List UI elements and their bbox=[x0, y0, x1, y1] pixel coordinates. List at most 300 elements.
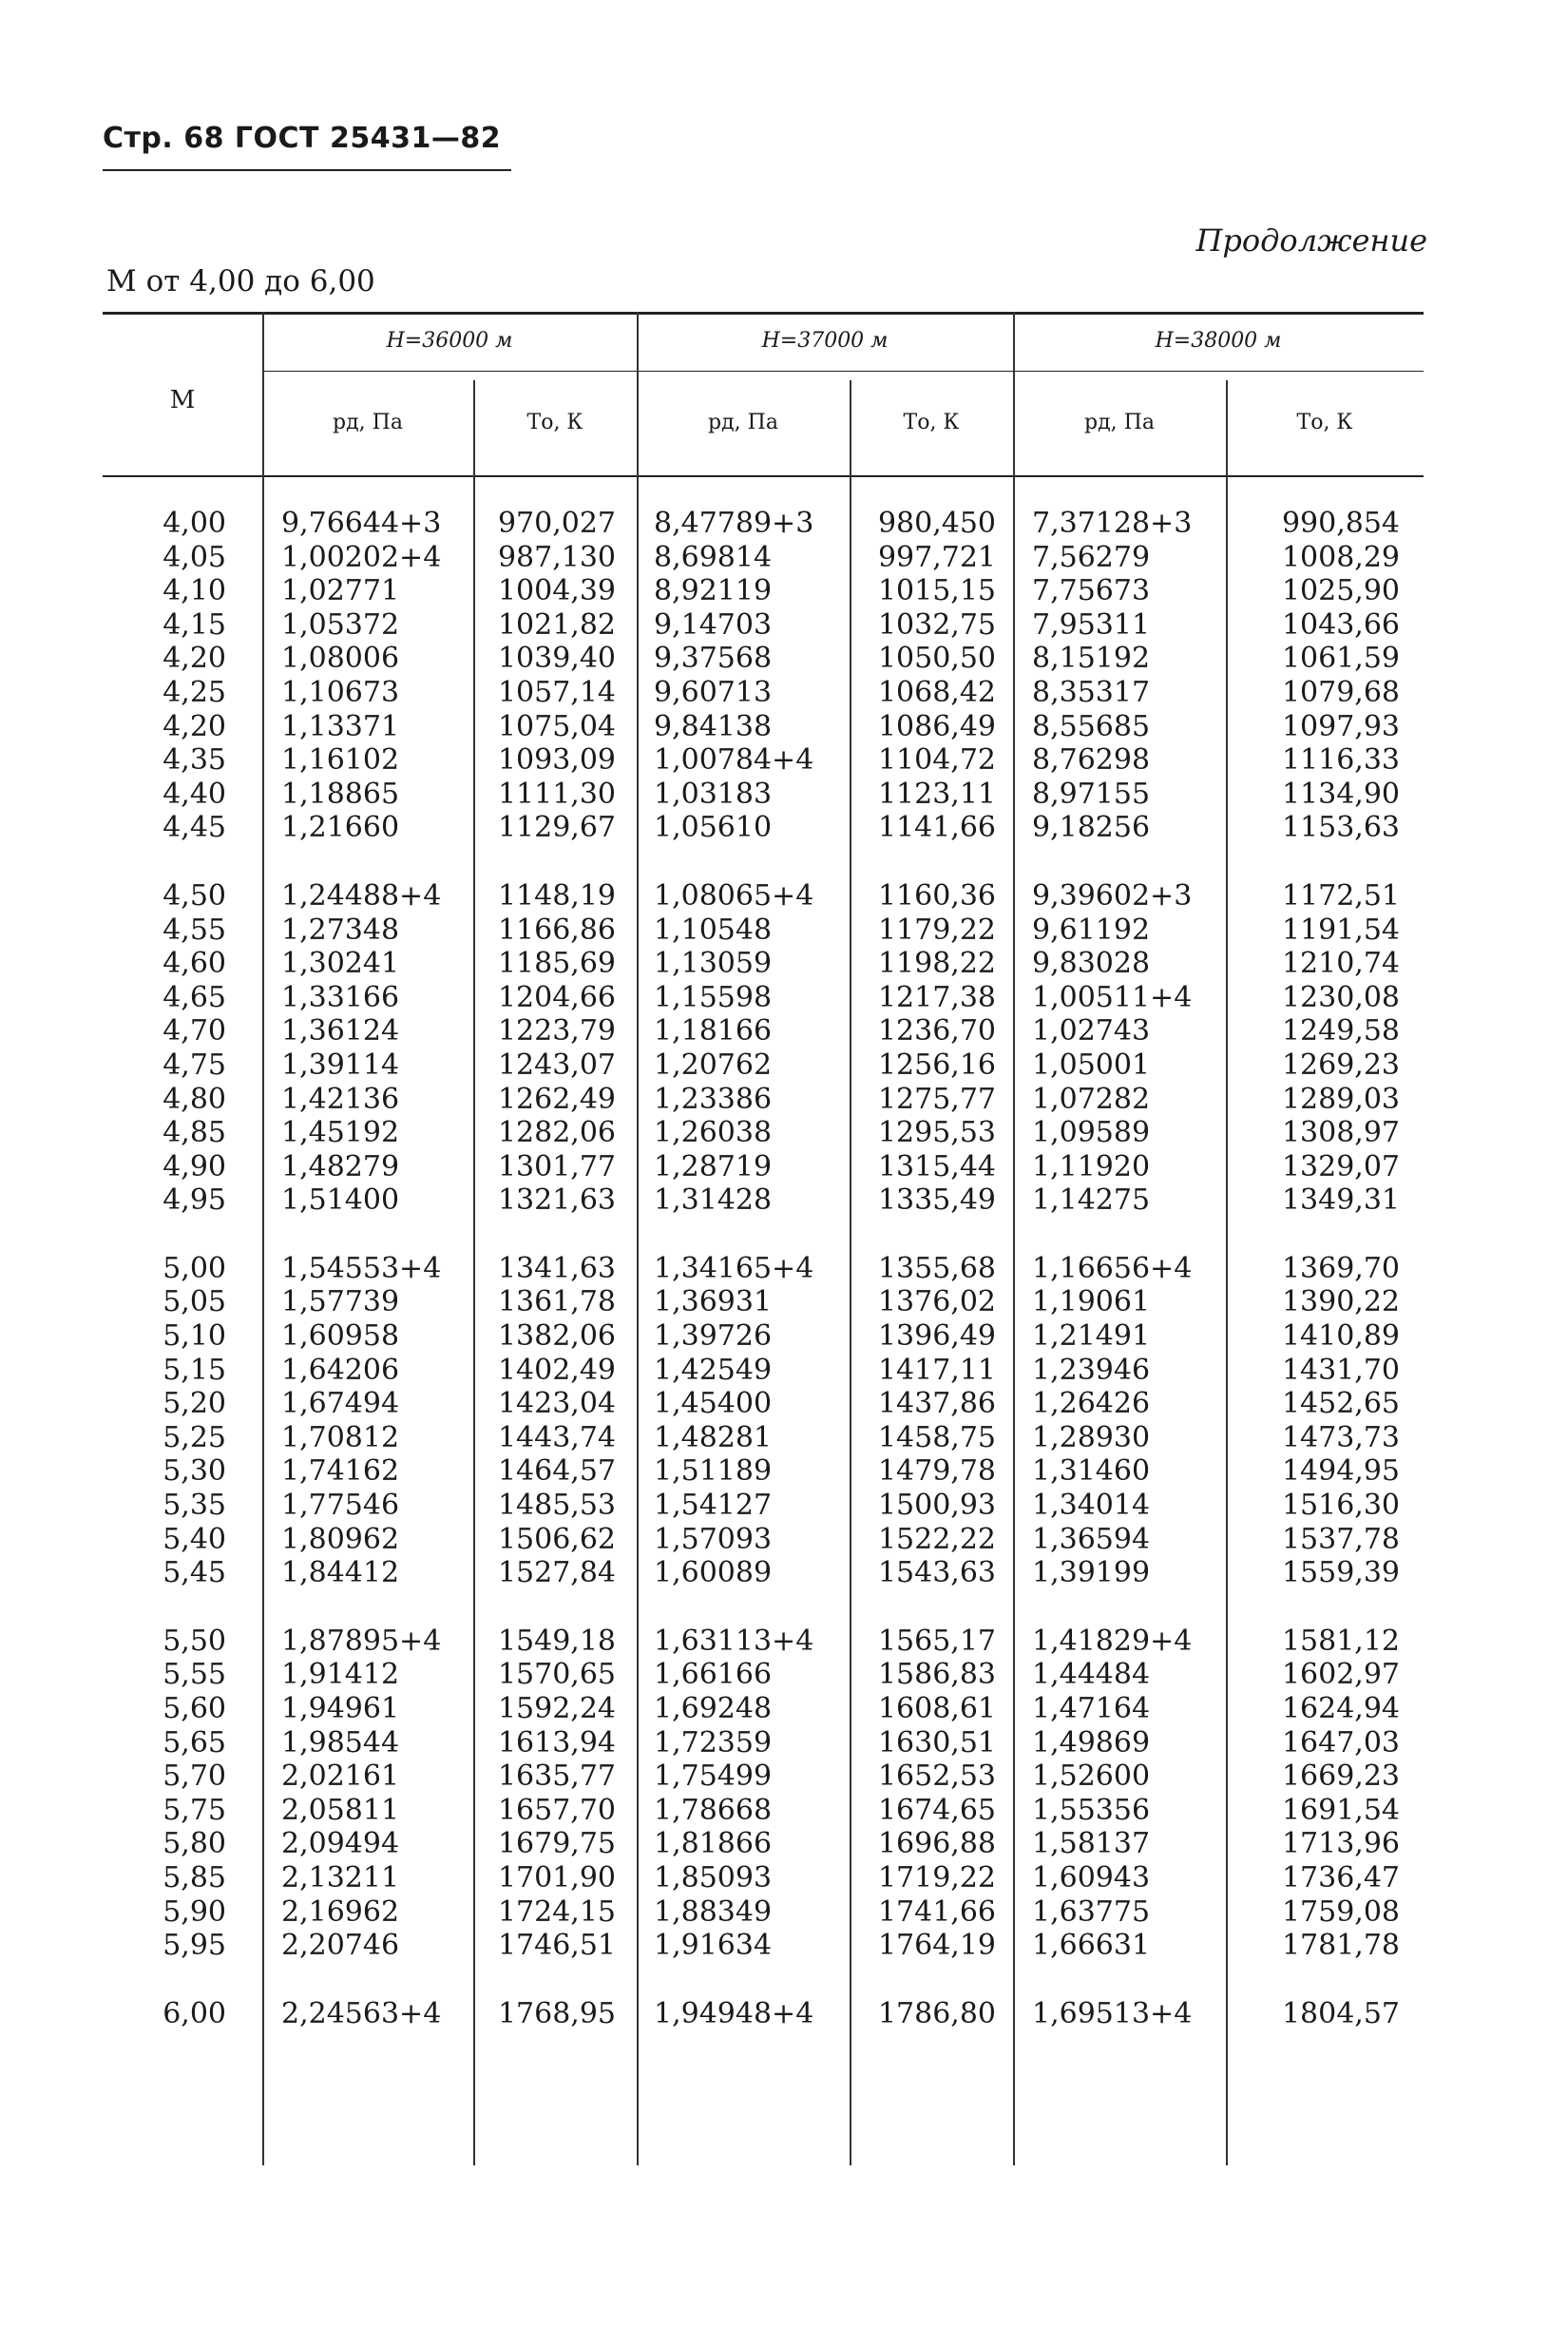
cell-m: 5,20 bbox=[163, 1387, 226, 1421]
cell-t-36000: 1485,53 bbox=[497, 1489, 616, 1523]
cell-p-38000: 1,02743 bbox=[1032, 1014, 1151, 1048]
cell-p-36000: 1,64206 bbox=[281, 1353, 400, 1387]
cell-p-38000: 1,16656+4 bbox=[1032, 1251, 1193, 1285]
cell-t-38000: 1804,57 bbox=[1281, 1996, 1400, 2030]
cell-t-36000: 1204,66 bbox=[497, 980, 616, 1014]
cell-t-37000: 1123,11 bbox=[877, 777, 996, 811]
cell-p-38000: 9,83028 bbox=[1032, 947, 1151, 981]
table-top-rule bbox=[103, 312, 1424, 315]
cell-p-36000: 1,54553+4 bbox=[281, 1251, 442, 1285]
cell-p-37000: 1,66166 bbox=[654, 1658, 773, 1692]
cell-t-36000: 1243,07 bbox=[497, 1048, 616, 1082]
table-row bbox=[103, 1760, 1424, 1794]
cell-m: 5,65 bbox=[163, 1725, 226, 1760]
cell-p-36000: 1,10673 bbox=[281, 675, 400, 709]
cell-p-36000: 1,21660 bbox=[281, 811, 400, 845]
cell-p-36000: 2,20746 bbox=[281, 1929, 400, 1963]
cell-t-38000: 1602,97 bbox=[1281, 1658, 1400, 1692]
cell-p-36000: 1,70812 bbox=[281, 1420, 400, 1454]
altitude-38000: H=38000 м bbox=[1155, 329, 1282, 353]
cell-t-37000: 1355,68 bbox=[877, 1251, 996, 1285]
cell-p-36000: 1,05372 bbox=[281, 607, 400, 642]
cell-p-36000: 1,27348 bbox=[281, 913, 400, 947]
cell-t-37000: 1437,86 bbox=[877, 1387, 996, 1421]
altitude-37000: H=37000 м bbox=[761, 329, 889, 353]
cell-p-38000: 8,76298 bbox=[1032, 743, 1151, 778]
table-row bbox=[103, 743, 1424, 778]
cell-p-36000: 1,91412 bbox=[281, 1658, 400, 1692]
table-row bbox=[103, 1556, 1424, 1590]
range-label: M от 4,00 до 6,00 bbox=[106, 264, 375, 298]
cell-t-38000: 1452,65 bbox=[1281, 1387, 1400, 1421]
page-header bbox=[103, 122, 501, 155]
cell-p-36000: 2,24563+4 bbox=[281, 1996, 442, 2030]
cell-m: 5,15 bbox=[163, 1353, 226, 1387]
cell-p-36000: 1,57739 bbox=[281, 1285, 400, 1319]
cell-p-37000: 1,54127 bbox=[654, 1489, 773, 1523]
cell-t-36000: 1166,86 bbox=[497, 913, 616, 947]
cell-t-38000: 1210,74 bbox=[1281, 947, 1400, 981]
cell-t-37000: 1764,19 bbox=[877, 1929, 996, 1963]
cell-p-37000: 8,92119 bbox=[654, 574, 773, 608]
cell-t-37000: 980,450 bbox=[877, 507, 996, 540]
cell-m: 5,85 bbox=[163, 1860, 226, 1894]
cell-t-36000: 987,130 bbox=[497, 540, 616, 574]
table-row bbox=[103, 1014, 1424, 1048]
cell-t-36000: 1506,62 bbox=[497, 1522, 616, 1556]
cell-t-36000: 1341,63 bbox=[497, 1251, 616, 1285]
cell-p-38000: 8,55685 bbox=[1032, 709, 1151, 743]
cell-t-36000: 1075,04 bbox=[497, 709, 616, 743]
cell-t-38000: 1349,31 bbox=[1281, 1183, 1400, 1218]
cell-t-36000: 1185,69 bbox=[497, 947, 616, 981]
cell-t-38000: 1581,12 bbox=[1281, 1624, 1400, 1658]
cell-p-38000: 9,39602+3 bbox=[1032, 878, 1193, 913]
cell-t-37000: 1565,17 bbox=[877, 1624, 996, 1658]
cell-p-37000: 1,57093 bbox=[654, 1522, 773, 1556]
cell-p-36000: 1,18865 bbox=[281, 777, 400, 811]
cell-t-38000: 1390,22 bbox=[1281, 1285, 1400, 1319]
table-row bbox=[103, 1454, 1424, 1489]
cell-t-37000: 1068,42 bbox=[877, 675, 996, 709]
cell-t-36000: 1768,95 bbox=[497, 1996, 616, 2030]
cell-p-36000: 1,00202+4 bbox=[281, 540, 442, 574]
cell-p-37000: 1,15598 bbox=[654, 980, 773, 1014]
cell-p-37000: 1,34165+4 bbox=[654, 1251, 814, 1285]
cell-t-36000: 1443,74 bbox=[497, 1420, 616, 1454]
cell-t-36000: 1282,06 bbox=[497, 1116, 616, 1150]
cell-t-37000: 1696,88 bbox=[877, 1827, 996, 1861]
cell-m: 4,50 bbox=[163, 878, 226, 913]
table-row bbox=[103, 507, 1424, 541]
cell-p-37000: 9,84138 bbox=[654, 709, 773, 743]
cell-p-38000: 1,60943 bbox=[1032, 1860, 1151, 1894]
cell-t-37000: 1050,50 bbox=[877, 642, 996, 676]
cell-p-38000: 1,69513+4 bbox=[1032, 1996, 1193, 2030]
cell-m: 4,10 bbox=[163, 574, 226, 608]
table-row bbox=[103, 913, 1424, 948]
cell-t-37000: 1417,11 bbox=[877, 1353, 996, 1387]
cell-p-38000: 7,95311 bbox=[1032, 607, 1151, 642]
cell-t-37000: 1500,93 bbox=[877, 1489, 996, 1523]
table-row bbox=[103, 1523, 1424, 1557]
cell-p-38000: 1,19061 bbox=[1032, 1285, 1151, 1319]
col-t-header-2: Tо, К bbox=[903, 411, 960, 434]
cell-t-36000: 1262,49 bbox=[497, 1082, 616, 1116]
cell-p-38000: 1,36594 bbox=[1032, 1522, 1151, 1556]
col-t-header-3: Tо, К bbox=[1296, 411, 1353, 434]
cell-t-36000: 1613,94 bbox=[497, 1725, 616, 1760]
cell-t-36000: 1057,14 bbox=[497, 675, 616, 709]
table-row bbox=[103, 1319, 1424, 1354]
cell-m: 5,80 bbox=[163, 1827, 226, 1861]
cell-p-37000: 1,91634 bbox=[654, 1929, 773, 1963]
cell-m: 4,60 bbox=[163, 947, 226, 981]
cell-t-37000: 1104,72 bbox=[877, 743, 996, 778]
cell-m: 5,10 bbox=[163, 1319, 226, 1354]
cell-m: 4,05 bbox=[163, 540, 226, 574]
cell-t-36000: 1004,39 bbox=[497, 574, 616, 608]
data-table bbox=[103, 312, 1424, 2165]
cell-t-36000: 1148,19 bbox=[497, 878, 616, 913]
cell-p-38000: 8,35317 bbox=[1032, 675, 1151, 709]
cell-m: 4,20 bbox=[163, 642, 226, 676]
cell-p-37000: 1,08065+4 bbox=[654, 878, 814, 913]
group-gap bbox=[103, 845, 1424, 879]
cell-m: 4,00 bbox=[163, 507, 226, 540]
cell-t-36000: 1402,49 bbox=[497, 1353, 616, 1387]
cell-p-38000: 1,52600 bbox=[1032, 1760, 1151, 1794]
cell-p-36000: 1,13371 bbox=[281, 709, 400, 743]
table-row bbox=[103, 879, 1424, 913]
table-row bbox=[103, 1794, 1424, 1828]
col-m-header: M bbox=[169, 386, 196, 414]
cell-p-37000: 1,94948+4 bbox=[654, 1996, 814, 2030]
cell-m: 4,20 bbox=[163, 709, 226, 743]
table-row bbox=[103, 1929, 1424, 1963]
cell-t-37000: 1522,22 bbox=[877, 1522, 996, 1556]
cell-p-37000: 1,31428 bbox=[654, 1183, 773, 1218]
cell-p-36000: 2,05811 bbox=[281, 1793, 400, 1827]
cell-m: 4,65 bbox=[163, 980, 226, 1014]
cell-t-37000: 1160,36 bbox=[877, 878, 996, 913]
cell-p-38000: 1,49869 bbox=[1032, 1725, 1151, 1760]
cell-t-37000: 1015,15 bbox=[877, 574, 996, 608]
table-row bbox=[103, 1489, 1424, 1523]
table-row bbox=[103, 1692, 1424, 1726]
cell-t-37000: 1608,61 bbox=[877, 1692, 996, 1725]
cell-p-38000: 7,56279 bbox=[1032, 540, 1151, 574]
cell-t-36000: 1223,79 bbox=[497, 1014, 616, 1048]
cell-m: 5,50 bbox=[163, 1624, 226, 1658]
cell-t-37000: 1032,75 bbox=[877, 607, 996, 642]
cell-p-36000: 1,80962 bbox=[281, 1522, 400, 1556]
cell-t-38000: 1079,68 bbox=[1281, 675, 1400, 709]
cell-t-36000: 1724,15 bbox=[497, 1894, 616, 1929]
cell-t-37000: 1586,83 bbox=[877, 1658, 996, 1692]
cell-p-38000: 1,55356 bbox=[1032, 1793, 1151, 1827]
cell-p-36000: 1,60958 bbox=[281, 1319, 400, 1354]
group-gap bbox=[103, 1218, 1424, 1252]
cell-t-38000: 1308,97 bbox=[1281, 1116, 1400, 1150]
cell-t-37000: 1086,49 bbox=[877, 709, 996, 743]
cell-p-37000: 1,72359 bbox=[654, 1725, 773, 1760]
cell-p-37000: 1,78668 bbox=[654, 1793, 773, 1827]
cell-p-38000: 1,23946 bbox=[1032, 1353, 1151, 1387]
table-row bbox=[103, 947, 1424, 981]
cell-t-38000: 1289,03 bbox=[1281, 1082, 1400, 1116]
cell-t-38000: 1669,23 bbox=[1281, 1760, 1400, 1794]
cell-p-37000: 1,63113+4 bbox=[654, 1624, 814, 1658]
altitude-underline bbox=[262, 371, 1424, 372]
cell-t-36000: 1361,78 bbox=[497, 1285, 616, 1319]
cell-t-37000: 1179,22 bbox=[877, 913, 996, 947]
cell-t-38000: 1736,47 bbox=[1281, 1860, 1400, 1894]
cell-t-38000: 1431,70 bbox=[1281, 1353, 1400, 1387]
col-p-header-1: pд, Па bbox=[333, 411, 403, 434]
cell-t-38000: 1230,08 bbox=[1281, 980, 1400, 1014]
cell-p-37000: 9,14703 bbox=[654, 607, 773, 642]
cell-m: 5,25 bbox=[163, 1420, 226, 1454]
cell-t-38000: 1369,70 bbox=[1281, 1251, 1400, 1285]
cell-p-36000: 1,45192 bbox=[281, 1116, 400, 1150]
cell-p-37000: 1,13059 bbox=[654, 947, 773, 981]
table-row bbox=[103, 1625, 1424, 1659]
table-row bbox=[103, 1387, 1424, 1421]
cell-p-38000: 1,31460 bbox=[1032, 1454, 1151, 1489]
cell-p-37000: 1,28719 bbox=[654, 1149, 773, 1183]
cell-p-38000: 7,37128+3 bbox=[1032, 507, 1193, 540]
cell-p-37000: 1,42549 bbox=[654, 1353, 773, 1387]
table-row bbox=[103, 642, 1424, 676]
cell-t-38000: 1691,54 bbox=[1281, 1793, 1400, 1827]
cell-m: 5,55 bbox=[163, 1658, 226, 1692]
cell-m: 4,45 bbox=[163, 811, 226, 845]
cell-p-36000: 1,30241 bbox=[281, 947, 400, 981]
cell-p-37000: 1,10548 bbox=[654, 913, 773, 947]
cell-t-37000: 1236,70 bbox=[877, 1014, 996, 1048]
cell-t-38000: 1473,73 bbox=[1281, 1420, 1400, 1454]
table-row bbox=[103, 1421, 1424, 1455]
cell-m: 5,40 bbox=[163, 1522, 226, 1556]
cell-t-36000: 1382,06 bbox=[497, 1319, 616, 1354]
cell-p-37000: 1,23386 bbox=[654, 1082, 773, 1116]
cell-m: 5,35 bbox=[163, 1489, 226, 1523]
cell-p-36000: 1,08006 bbox=[281, 642, 400, 676]
cell-m: 4,15 bbox=[163, 607, 226, 642]
cell-t-36000: 1657,70 bbox=[497, 1793, 616, 1827]
cell-t-38000: 1269,23 bbox=[1281, 1048, 1400, 1082]
cell-p-38000: 1,09589 bbox=[1032, 1116, 1151, 1150]
cell-p-37000: 1,75499 bbox=[654, 1760, 773, 1794]
table-row bbox=[103, 1183, 1424, 1218]
standard-number: ГОСТ 25431—82 bbox=[234, 122, 502, 155]
cell-t-38000: 990,854 bbox=[1281, 507, 1400, 540]
cell-t-38000: 1025,90 bbox=[1281, 574, 1400, 608]
col-t-header-1: Tо, К bbox=[526, 411, 583, 434]
cell-t-37000: 1198,22 bbox=[877, 947, 996, 981]
altitude-36000: H=36000 м bbox=[386, 329, 513, 353]
cell-t-37000: 1315,44 bbox=[877, 1149, 996, 1183]
cell-p-38000: 1,66631 bbox=[1032, 1929, 1151, 1963]
cell-p-38000: 1,07282 bbox=[1032, 1082, 1151, 1116]
continuation-label: Продолжение bbox=[1195, 222, 1427, 259]
cell-t-38000: 1249,58 bbox=[1281, 1014, 1400, 1048]
cell-p-36000: 1,02771 bbox=[281, 574, 400, 608]
cell-p-36000: 1,39114 bbox=[281, 1048, 400, 1082]
page-label: Стр. 68 bbox=[103, 122, 224, 155]
cell-t-36000: 1321,63 bbox=[497, 1183, 616, 1218]
cell-p-38000: 1,34014 bbox=[1032, 1489, 1151, 1523]
cell-m: 4,35 bbox=[163, 743, 226, 778]
cell-p-37000: 1,69248 bbox=[654, 1692, 773, 1725]
cell-m: 6,00 bbox=[163, 1996, 226, 2030]
table-row bbox=[103, 1083, 1424, 1117]
header-rule bbox=[103, 169, 511, 171]
cell-m: 4,40 bbox=[163, 777, 226, 811]
cell-p-37000: 9,37568 bbox=[654, 642, 773, 676]
table-row bbox=[103, 541, 1424, 575]
cell-t-38000: 1061,59 bbox=[1281, 642, 1400, 676]
cell-t-37000: 1652,53 bbox=[877, 1760, 996, 1794]
cell-p-37000: 1,45400 bbox=[654, 1387, 773, 1421]
cell-t-36000: 1570,65 bbox=[497, 1658, 616, 1692]
cell-p-37000: 8,69814 bbox=[654, 540, 773, 574]
cell-p-38000: 1,44484 bbox=[1032, 1658, 1151, 1692]
cell-t-37000: 1295,53 bbox=[877, 1116, 996, 1150]
cell-t-37000: 1335,49 bbox=[877, 1183, 996, 1218]
cell-p-37000: 1,51189 bbox=[654, 1454, 773, 1489]
cell-t-37000: 1217,38 bbox=[877, 980, 996, 1014]
col-p-header-2: pд, Па bbox=[708, 411, 778, 434]
cell-t-38000: 1624,94 bbox=[1281, 1692, 1400, 1725]
cell-t-37000: 1786,80 bbox=[877, 1996, 996, 2030]
table-row bbox=[103, 1895, 1424, 1930]
cell-p-36000: 9,76644+3 bbox=[281, 507, 442, 540]
cell-t-36000: 970,027 bbox=[497, 507, 616, 540]
group-gap bbox=[103, 1590, 1424, 1625]
cell-p-38000: 9,18256 bbox=[1032, 811, 1151, 845]
cell-p-36000: 1,98544 bbox=[281, 1725, 400, 1760]
cell-p-38000: 1,63775 bbox=[1032, 1894, 1151, 1929]
cell-t-38000: 1008,29 bbox=[1281, 540, 1400, 574]
cell-p-36000: 1,87895+4 bbox=[281, 1624, 442, 1658]
table-row bbox=[103, 1354, 1424, 1388]
cell-m: 4,75 bbox=[163, 1048, 226, 1082]
cell-m: 4,80 bbox=[163, 1082, 226, 1116]
cell-p-37000: 8,47789+3 bbox=[654, 507, 814, 540]
cell-t-38000: 1153,63 bbox=[1281, 811, 1400, 845]
cell-p-37000: 1,26038 bbox=[654, 1116, 773, 1150]
cell-m: 5,00 bbox=[163, 1251, 226, 1285]
table-row bbox=[103, 811, 1424, 845]
group-gap bbox=[103, 1963, 1424, 1997]
cell-p-36000: 1,48279 bbox=[281, 1149, 400, 1183]
cell-t-36000: 1592,24 bbox=[497, 1692, 616, 1725]
cell-t-38000: 1537,78 bbox=[1281, 1522, 1400, 1556]
table-row bbox=[103, 1827, 1424, 1861]
cell-p-37000: 1,36931 bbox=[654, 1285, 773, 1319]
cell-p-38000: 1,11920 bbox=[1032, 1149, 1151, 1183]
cell-t-36000: 1093,09 bbox=[497, 743, 616, 778]
cell-p-37000: 1,05610 bbox=[654, 811, 773, 845]
cell-t-37000: 1674,65 bbox=[877, 1793, 996, 1827]
table-row bbox=[103, 1116, 1424, 1150]
cell-p-36000: 2,13211 bbox=[281, 1860, 400, 1894]
table-row bbox=[103, 778, 1424, 812]
cell-t-37000: 1376,02 bbox=[877, 1285, 996, 1319]
cell-p-37000: 1,03183 bbox=[654, 777, 773, 811]
table-body bbox=[103, 507, 1424, 2030]
cell-m: 5,60 bbox=[163, 1692, 226, 1725]
cell-m: 4,70 bbox=[163, 1014, 226, 1048]
table-row bbox=[103, 1861, 1424, 1895]
cell-t-37000: 1479,78 bbox=[877, 1454, 996, 1489]
cell-t-37000: 1141,66 bbox=[877, 811, 996, 845]
table-row bbox=[103, 1285, 1424, 1319]
cell-t-37000: 1256,16 bbox=[877, 1048, 996, 1082]
cell-t-37000: 1543,63 bbox=[877, 1556, 996, 1590]
cell-p-38000: 8,15192 bbox=[1032, 642, 1151, 676]
col-p-header-3: pд, Па bbox=[1084, 411, 1155, 434]
cell-t-36000: 1635,77 bbox=[497, 1760, 616, 1794]
cell-p-36000: 1,74162 bbox=[281, 1454, 400, 1489]
cell-m: 5,75 bbox=[163, 1793, 226, 1827]
table-row bbox=[103, 1726, 1424, 1760]
cell-t-38000: 1172,51 bbox=[1281, 878, 1400, 913]
cell-t-38000: 1191,54 bbox=[1281, 913, 1400, 947]
cell-p-38000: 1,39199 bbox=[1032, 1556, 1151, 1590]
cell-p-36000: 1,67494 bbox=[281, 1387, 400, 1421]
cell-p-37000: 1,81866 bbox=[654, 1827, 773, 1861]
cell-p-38000: 1,21491 bbox=[1032, 1319, 1151, 1354]
cell-p-38000: 1,28930 bbox=[1032, 1420, 1151, 1454]
cell-p-37000: 1,39726 bbox=[654, 1319, 773, 1354]
cell-p-38000: 1,14275 bbox=[1032, 1183, 1151, 1218]
cell-t-36000: 1679,75 bbox=[497, 1827, 616, 1861]
table-row bbox=[103, 981, 1424, 1015]
cell-t-37000: 1458,75 bbox=[877, 1420, 996, 1454]
cell-t-38000: 1097,93 bbox=[1281, 709, 1400, 743]
cell-p-37000: 1,48281 bbox=[654, 1420, 773, 1454]
cell-p-37000: 1,88349 bbox=[654, 1894, 773, 1929]
cell-m: 4,95 bbox=[163, 1183, 226, 1218]
cell-p-37000: 1,85093 bbox=[654, 1860, 773, 1894]
cell-m: 5,70 bbox=[163, 1760, 226, 1794]
cell-p-37000: 1,00784+4 bbox=[654, 743, 814, 778]
cell-t-37000: 1275,77 bbox=[877, 1082, 996, 1116]
cell-t-38000: 1713,96 bbox=[1281, 1827, 1400, 1861]
table-row bbox=[103, 608, 1424, 643]
cell-m: 4,85 bbox=[163, 1116, 226, 1150]
table-row bbox=[103, 676, 1424, 710]
table-row bbox=[103, 574, 1424, 608]
cell-m: 5,45 bbox=[163, 1556, 226, 1590]
cell-p-36000: 1,24488+4 bbox=[281, 878, 442, 913]
cell-t-36000: 1549,18 bbox=[497, 1624, 616, 1658]
cell-m: 5,05 bbox=[163, 1285, 226, 1319]
cell-t-36000: 1464,57 bbox=[497, 1454, 616, 1489]
cell-p-37000: 1,20762 bbox=[654, 1048, 773, 1082]
cell-p-38000: 1,00511+4 bbox=[1032, 980, 1193, 1014]
cell-m: 5,30 bbox=[163, 1454, 226, 1489]
cell-p-38000: 1,41829+4 bbox=[1032, 1624, 1193, 1658]
cell-p-38000: 9,61192 bbox=[1032, 913, 1151, 947]
cell-t-36000: 1021,82 bbox=[497, 607, 616, 642]
cell-t-36000: 1111,30 bbox=[497, 777, 616, 811]
cell-t-38000: 1116,33 bbox=[1281, 743, 1400, 778]
table-row bbox=[103, 710, 1424, 744]
